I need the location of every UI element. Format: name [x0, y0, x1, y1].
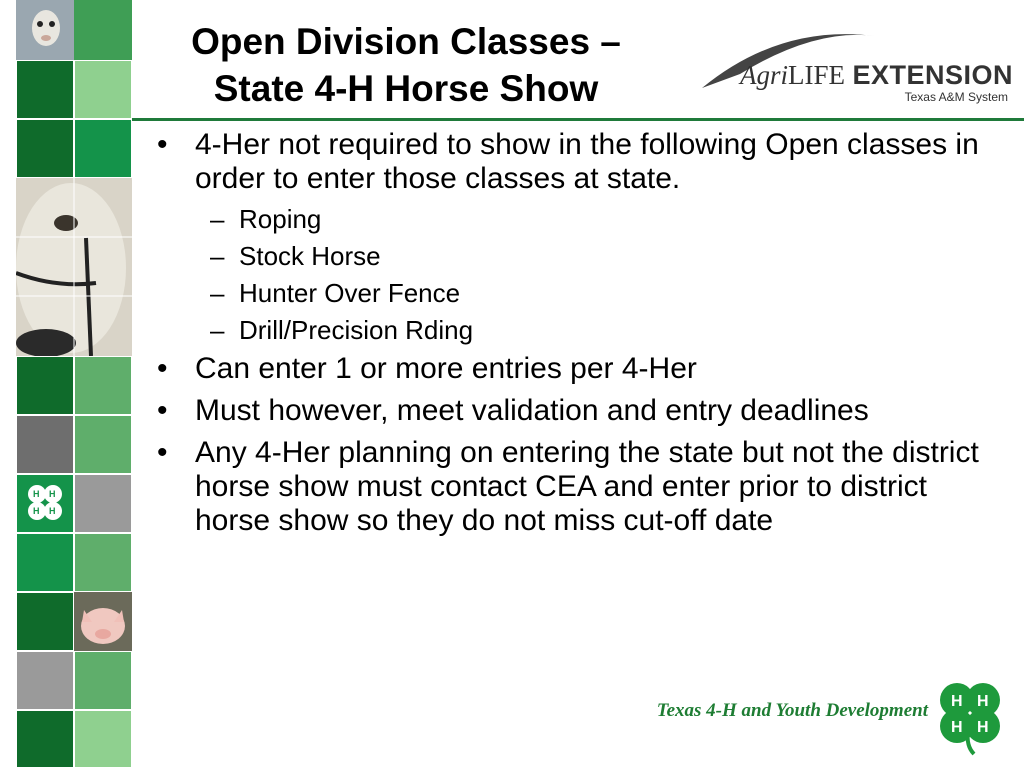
- sub-item: [155, 204, 1005, 234]
- bullet-text: Can enter 1 or more entries per 4-Her: [195, 352, 697, 385]
- dash-marker: –: [210, 204, 225, 234]
- bullet-item: [155, 436, 1005, 538]
- bullet-marker: •: [157, 436, 168, 469]
- sub-item: [155, 315, 1005, 345]
- bullet-marker: •: [157, 128, 168, 161]
- logo-life: LIFE: [788, 60, 846, 90]
- sub-item-text: Drill/Precision Rding: [239, 315, 474, 345]
- dash-marker: –: [210, 241, 225, 271]
- tile: [16, 592, 74, 651]
- tile: [74, 533, 132, 592]
- sub-item-text: Stock Horse: [239, 241, 381, 271]
- sheep-photo: [16, 0, 132, 60]
- footer-text: Texas 4-H and Youth Development: [656, 700, 928, 721]
- tile: [74, 651, 132, 710]
- tile: [74, 119, 132, 178]
- tile: [16, 119, 74, 178]
- left-tile-strip: [0, 0, 132, 768]
- bullet-item: [155, 352, 1005, 386]
- slide-title-line1: Open Division Classes –: [191, 21, 621, 62]
- logo-agri: Agri: [740, 60, 789, 90]
- tile: [74, 710, 132, 768]
- bullet-marker: •: [157, 394, 168, 427]
- tile: [16, 415, 74, 474]
- svg-text:H: H: [49, 506, 56, 516]
- cow-photo: [16, 178, 132, 356]
- tile: [16, 710, 74, 768]
- tile: [74, 415, 132, 474]
- title-divider: [132, 118, 1024, 121]
- logo-subtitle: Texas A&M System: [904, 90, 1008, 104]
- sub-item: [155, 241, 1005, 271]
- tile: [16, 356, 74, 415]
- sub-list: [155, 204, 1005, 345]
- tile: [74, 474, 132, 533]
- svg-text:H: H: [977, 693, 989, 710]
- sub-item-text: Hunter Over Fence: [239, 278, 461, 308]
- logo-extension: EXTENSION: [852, 60, 1014, 90]
- bullet-text: Any 4-Her planning on entering the state but not the district horse show must contact CEA and enter prior to district horse show so they do not miss cut-off date: [195, 436, 979, 537]
- svg-text:H: H: [951, 719, 963, 736]
- agrilife-extension-logo: [700, 22, 1014, 112]
- slide-body: [155, 128, 1005, 546]
- bullet-marker: •: [157, 352, 168, 385]
- svg-text:H: H: [33, 506, 40, 516]
- bullet-item: [155, 394, 1005, 428]
- dash-marker: –: [210, 278, 225, 308]
- svg-text:H: H: [977, 719, 989, 736]
- sub-item-text: Roping: [239, 204, 322, 234]
- tile: [16, 474, 74, 533]
- svg-text:H: H: [49, 489, 56, 499]
- slide-title: [136, 18, 676, 112]
- sub-item: [155, 278, 1005, 308]
- four-h-clover-icon: [17, 475, 73, 532]
- bullet-text: Must however, meet validation and entry deadlines: [195, 394, 869, 427]
- logo-wordmark: [740, 60, 1013, 91]
- pig-photo: [74, 592, 132, 651]
- tile: [16, 533, 74, 592]
- bullet-item: [155, 128, 1005, 196]
- tile: [74, 356, 132, 415]
- tile: [74, 60, 132, 119]
- four-h-clover-icon: [930, 676, 1010, 756]
- dash-marker: –: [210, 315, 225, 345]
- tile: [16, 60, 74, 119]
- svg-text:H: H: [951, 693, 963, 710]
- svg-text:H: H: [33, 489, 40, 499]
- bullet-text: 4-Her not required to show in the following Open classes in order to enter those classes at state.: [195, 128, 979, 195]
- slide-title-line2: State 4-H Horse Show: [213, 68, 599, 109]
- tile: [16, 651, 74, 710]
